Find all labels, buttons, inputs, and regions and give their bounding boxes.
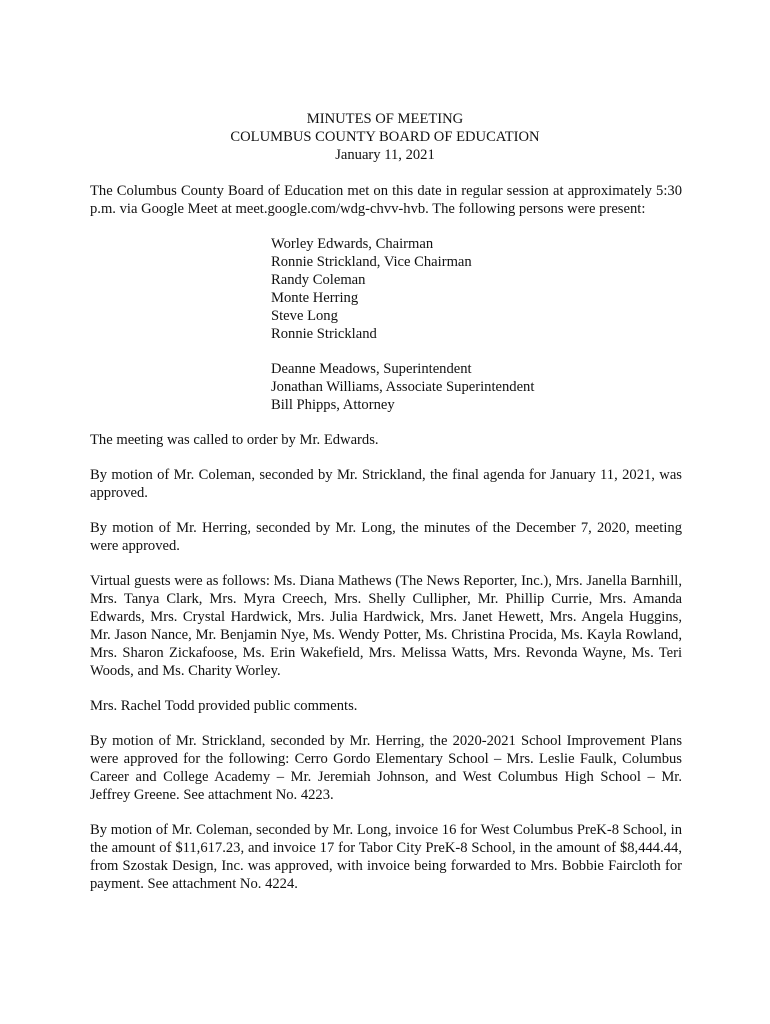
board-member: Randy Coleman [271,272,366,288]
virtual-guests-paragraph: Virtual guests were as follows: Ms. Diana Mathews (The News Reporter, Inc.), Mrs. Janella Barnhill, Mrs. Tanya Clark, Mrs. Myra Creech, Mrs. Shelly Cullipher, Mr. Phillip Currie, Mrs. Amanda Edwards, Mrs. Crystal Hardwick, Mrs. Julia Hardwick, Mrs. Janet Hewett, Mrs. Angela Huggins, Mr. Jason Nance, Mr. Benjamin Nye, Ms. Wendy Potter, Ms. Christina Procida, Ms. Kayla Rowland, Mrs. Sharon Zickafoose, Ms. Erin Wakefield, Mrs. Melissa Watts, Mrs. Revonda Wayne, Ms. Teri Woods, and Ms. Charity Worley. [90,573,682,679]
invoice-motion-paragraph: By motion of Mr. Coleman, seconded by Mr. Long, invoice 16 for West Columbus PreK-8 School, in the amount of $11,617.23, and invoice 17 for Tabor City PreK-8 School, in the amount of $8,444.44, from Szostak Design, Inc. was approved, with invoice being forwarded to Mrs. Bobbie Faircloth for payment. See attachment No. 4224. [90,822,682,892]
document-body [90,182,682,910]
staff-member: Bill Phipps, Attorney [271,397,395,413]
board-member: Ronnie Strickland [271,326,377,342]
public-comments-paragraph: Mrs. Rachel Todd provided public comments. [90,698,358,714]
staff-member: Deanne Meadows, Superintendent [271,361,472,377]
board-members-list [271,235,682,343]
board-member: Steve Long [271,308,338,324]
meeting-date: January 11, 2021 [335,147,435,163]
board-member: Monte Herring [271,290,359,306]
document-header [0,110,770,164]
board-member: Worley Edwards, Chairman [271,236,434,252]
minutes-title: MINUTES OF MEETING [306,111,464,127]
intro-paragraph: The Columbus County Board of Education met on this date in regular session at approximately 5:30 p.m. via Google Meet at meet.google.com/wdg-chvv-hvb. The following persons were present: [90,183,682,217]
minutes-motion-paragraph: By motion of Mr. Herring, seconded by Mr. Long, the minutes of the December 7, 2020, meeting were approved. [90,520,682,554]
board-member: Ronnie Strickland, Vice Chairman [271,254,472,270]
call-to-order-paragraph: The meeting was called to order by Mr. Edwards. [90,432,379,448]
board-name: COLUMBUS COUNTY BOARD OF EDUCATION [230,129,540,145]
staff-list [271,360,682,414]
improvement-plans-paragraph: By motion of Mr. Strickland, seconded by Mr. Herring, the 2020-2021 School Improvement Plans were approved for the following: Cerro Gordo Elementary School – Mrs. Leslie Faulk, Columbus Career and College Academy – Mr. Jeremiah Johnson, and West Columbus High School – Mr. Jeffrey Greene. See attachment No. 4223. [90,733,682,803]
agenda-motion-paragraph: By motion of Mr. Coleman, seconded by Mr. Strickland, the final agenda for January 11, 2021, was approved. [90,467,682,501]
staff-member: Jonathan Williams, Associate Superintendent [271,379,535,395]
